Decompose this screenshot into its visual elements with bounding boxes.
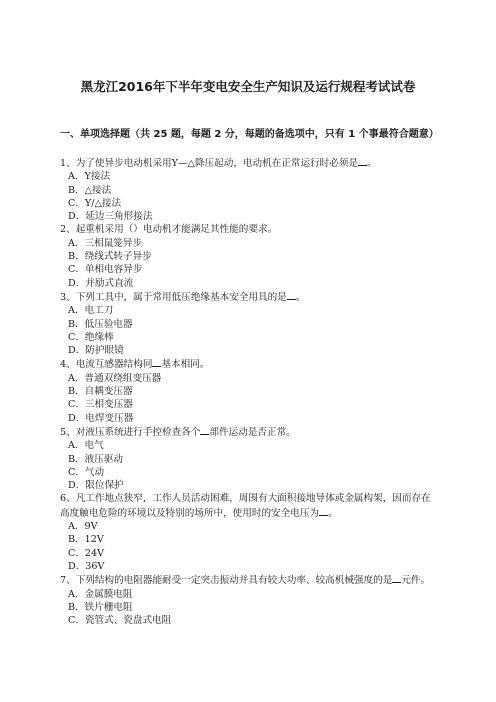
answer-option: C．单相电容异步 xyxy=(68,264,143,276)
question-stem-text-after: 基本相同。 xyxy=(161,359,210,371)
question-stem xyxy=(60,492,440,520)
answer-option: B．△接法 xyxy=(68,184,112,196)
question-stem-text: 4、电流互感器结构同 xyxy=(60,359,153,371)
answer-option: C．三相变压器 xyxy=(68,399,133,411)
answer-option: B．绕线式转子异步 xyxy=(68,251,152,263)
answer-option: A．Y接法 xyxy=(68,171,111,183)
question-item xyxy=(60,223,440,289)
question-item xyxy=(60,573,440,627)
question-stem-text-after: 。 xyxy=(367,158,377,169)
question-stem xyxy=(60,156,440,170)
answer-blank xyxy=(287,290,296,300)
answer-option: D．36V xyxy=(68,560,105,572)
answer-option: B．12V xyxy=(68,534,104,546)
question-stem-text: 3、下列工具中，属于常用低压绝缘基本安全用具的是 xyxy=(60,291,287,303)
answer-option: D．电焊变压器 xyxy=(68,412,134,424)
question-item xyxy=(60,290,440,357)
answer-option: D．防护眼镜 xyxy=(68,345,124,357)
answer-option: D．限位保护 xyxy=(68,480,124,492)
answer-blank xyxy=(358,156,367,166)
answer-option: A．电工刀 xyxy=(68,305,114,317)
question-list xyxy=(60,156,440,627)
answer-option: A．电气 xyxy=(68,440,104,452)
answer-option: B．液压驱动 xyxy=(68,453,124,465)
answer-option: B．低压验电器 xyxy=(68,318,133,330)
answer-blank xyxy=(319,506,328,516)
question-stem-text: 2、起重机采用（）电动机才能满足其性能的要求。 xyxy=(60,224,278,236)
answer-option: B．自耦变压器 xyxy=(68,386,133,398)
question-item xyxy=(60,357,440,424)
question-stem-text: 7、下列结构的电阻器能耐受一定突击振动并具有较大功率、较高机械强度的是 xyxy=(60,575,393,587)
question-stem-text: 5、对液压系统进行手控检查各个 xyxy=(60,426,201,438)
question-stem-text-after: 。 xyxy=(328,507,338,519)
answer-option: A．普通双绕组变压器 xyxy=(68,372,162,384)
answer-option: A．三相鼠笼异步 xyxy=(68,237,143,249)
question-stem xyxy=(60,290,440,304)
answer-option: A．金属膜电阻 xyxy=(68,588,133,600)
answer-option: C．瓷管式、瓷盘式电阻 xyxy=(68,615,172,627)
question-stem xyxy=(60,425,440,439)
question-stem-text-after: 部件运动是否正常。 xyxy=(209,426,296,438)
answer-option: B．铁片栅电阻 xyxy=(68,601,133,613)
answer-option: A．9V xyxy=(68,521,98,533)
question-stem xyxy=(60,573,440,587)
question-stem xyxy=(60,357,440,371)
answer-option: D．延边三角形接法 xyxy=(68,211,153,223)
answer-option: C．Y/△接法 xyxy=(68,197,122,209)
question-stem-text: 1、为了使异步电动机采用Y—△降压起动，电动机在正常运行时必须是 xyxy=(60,158,359,169)
question-stem-text-after: 元件。 xyxy=(401,575,431,587)
answer-option: C．绝缘棒 xyxy=(68,331,114,343)
answer-blank xyxy=(392,573,401,583)
question-item xyxy=(60,425,440,492)
document-title: 黑龙江2016年下半年变电安全生产知识及运行规程考试试卷 xyxy=(80,79,416,94)
question-item xyxy=(60,492,440,573)
answer-option: C．气动 xyxy=(68,466,105,478)
question-item xyxy=(60,156,440,223)
section-heading: 一、单项选择题（共 25 题，每题 2 分，每题的备选项中，只有 1 个事最符合题意） xyxy=(60,129,439,140)
question-stem-text: 6、凡工作地点狭窄，工作人员活动困难，周围有大面积接地导体或金属构架，因而存在高度触电危险的环境以及特别的场所中，使用时的安全电压为 xyxy=(60,493,431,519)
answer-option: D．并励式直流 xyxy=(68,277,134,289)
answer-option: C．24V xyxy=(68,547,105,559)
question-stem-text-after: 。 xyxy=(295,291,306,303)
question-stem xyxy=(60,223,440,236)
